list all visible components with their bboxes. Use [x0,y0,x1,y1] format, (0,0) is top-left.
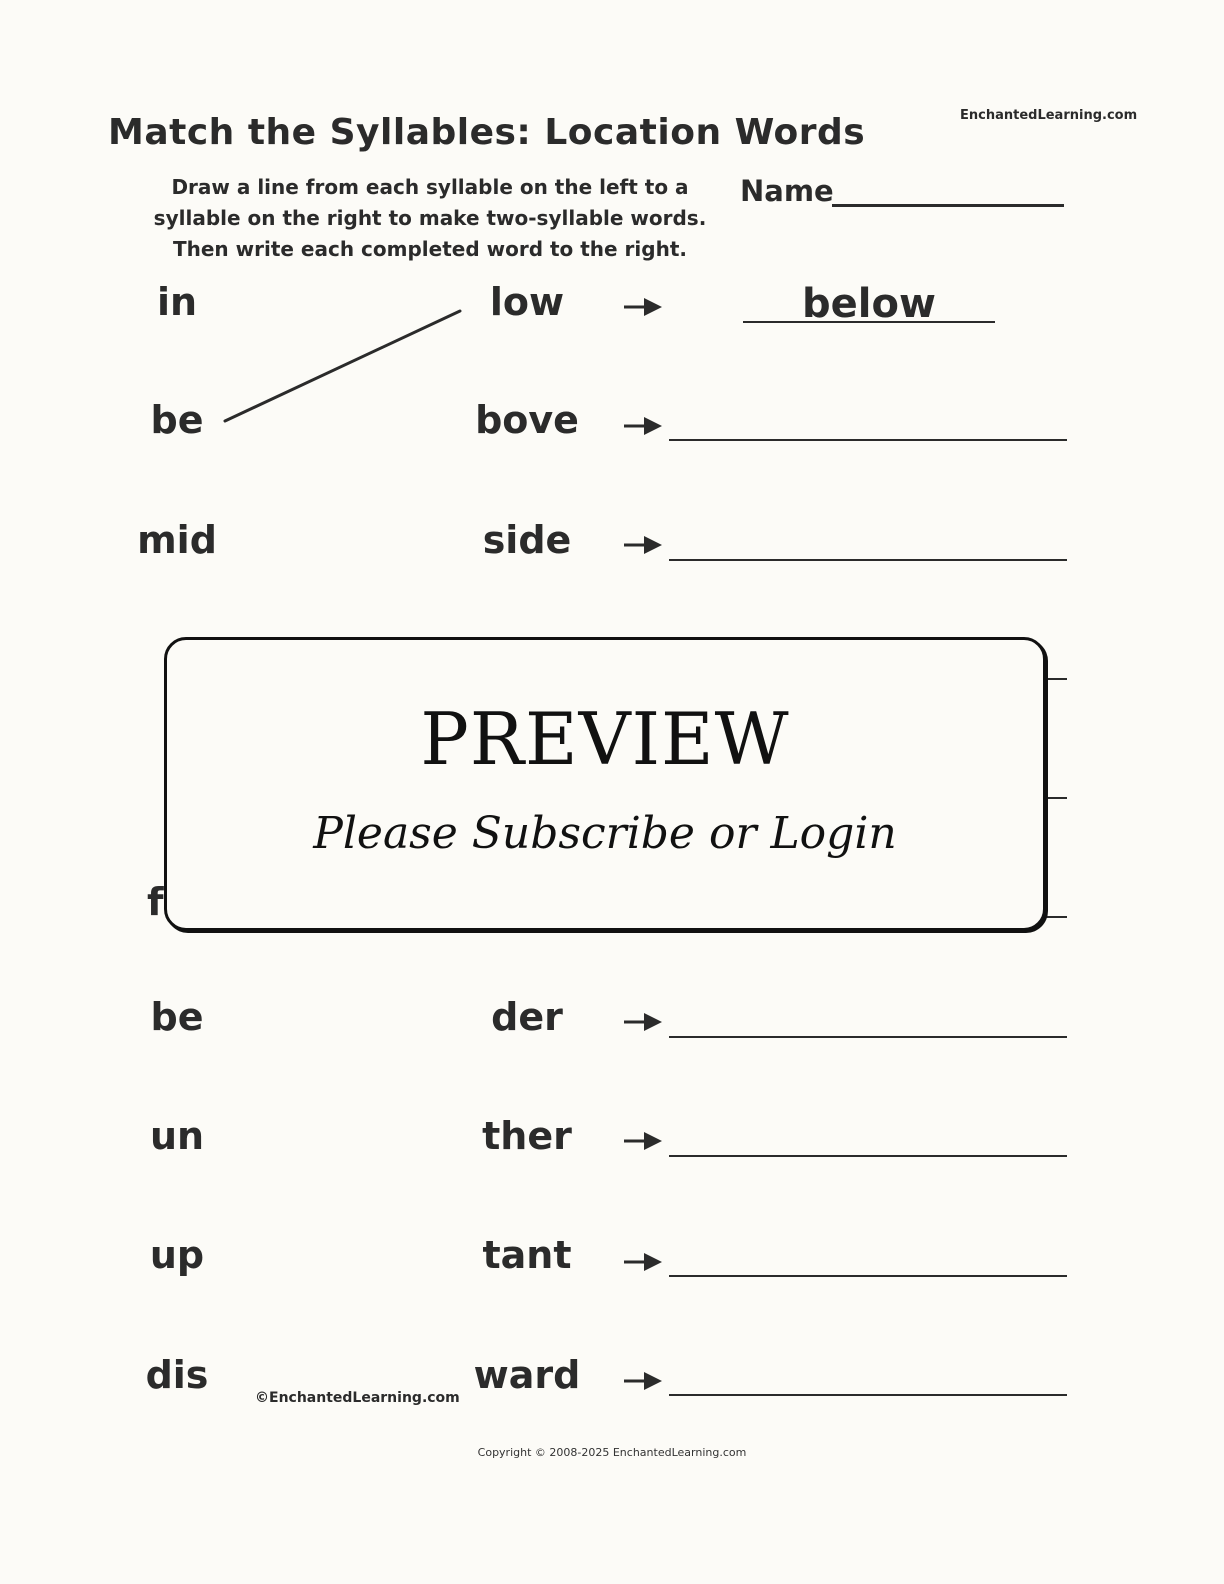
answer-example: below [802,281,936,327]
answer-line-stub-4 [1044,678,1067,680]
instructions-line-1: Draw a line from each syllable on the left to a [171,175,689,199]
answer-line-2[interactable] [669,439,1067,441]
answer-line-6[interactable] [669,1275,1067,1277]
subscribe-login-text[interactable]: Please Subscribe or Login [313,808,897,859]
arrow-icon [622,533,664,557]
arrow-icon [622,295,664,319]
right-syllable-2: bove [475,398,579,442]
site-name: EnchantedLearning.com [960,108,1138,123]
left-syllable-3: mid [137,518,217,562]
right-syllable-3: side [482,518,572,562]
answer-line-7[interactable] [669,1394,1067,1396]
answer-line-stub-5 [1044,797,1067,799]
right-syllable-7: ward [473,1353,581,1397]
left-syllable-1: in [156,280,198,324]
arrow-icon [622,1129,664,1153]
instructions-line-3: Then write each completed word to the right. [172,237,687,261]
arrow-icon [622,1250,664,1274]
left-syllable-6: up [149,1233,205,1277]
hidden-syllable-fragment: f [147,880,164,924]
name-label: Name [740,174,834,208]
left-syllable-2: be [150,398,204,442]
left-syllable-7: dis [145,1353,209,1397]
left-syllable-5: un [149,1114,205,1158]
right-syllable-5: ther [482,1114,572,1158]
right-syllable-4: der [491,995,563,1039]
instructions-line-2: syllable on the right to make two-syllable words. [153,206,707,230]
answer-line-1[interactable] [743,321,995,323]
arrow-icon [622,1369,664,1393]
right-syllable-1: low [489,280,565,324]
watermark: ©EnchantedLearning.com [255,1390,460,1406]
answer-line-3[interactable] [669,559,1067,561]
arrow-icon [622,1010,664,1034]
preview-title: PREVIEW [420,697,790,781]
copyright-footer: Copyright © 2008-2025 EnchantedLearning.com [477,1446,747,1459]
right-syllable-6: tant [482,1233,572,1277]
left-syllable-4: be [150,995,204,1039]
answer-line-stub-6 [1044,916,1067,918]
arrow-icon [622,414,664,438]
preview-overlay[interactable] [164,637,1046,931]
worksheet-title: Match the Syllables: Location Words [108,112,866,153]
answer-line-5[interactable] [669,1155,1067,1157]
answer-line-4[interactable] [669,1036,1067,1038]
